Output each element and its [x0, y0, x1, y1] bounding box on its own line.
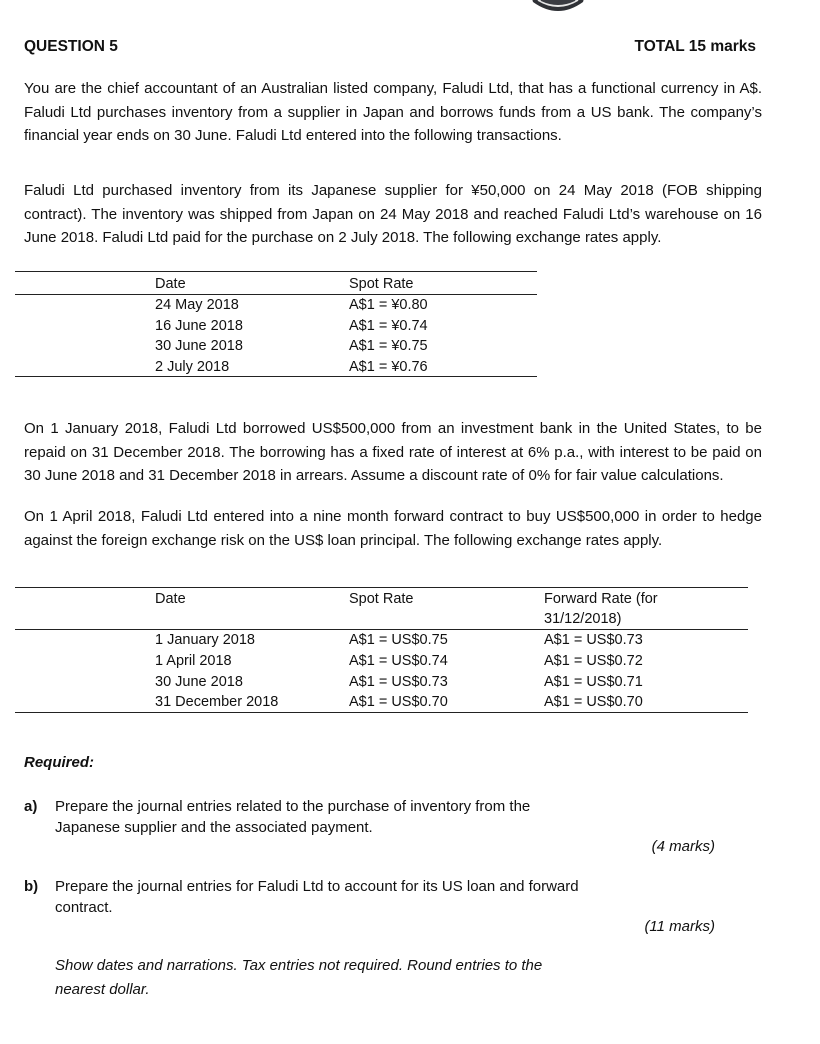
table-cell: 2 July 2018 [155, 358, 230, 375]
table-cell: A$1 = US$0.75 [349, 632, 448, 648]
table-cell: 1 April 2018 [155, 653, 232, 669]
table-cell: A$1 = US$0.70 [544, 694, 643, 710]
table-cell: 16 June 2018 [155, 317, 243, 334]
table-cell: 31 December 2018 [155, 694, 279, 710]
table-cell: A$1 = US$0.73 [544, 632, 643, 648]
task-b-marks: (11 marks) [644, 918, 715, 935]
task-a-label: a) [24, 798, 38, 815]
task-b-label: b) [24, 878, 39, 895]
task-a-marks: (4 marks) [651, 838, 715, 855]
table-cell: 30 June 2018 [155, 673, 243, 690]
instructions-note: Show dates and narrations. Tax entries not required. Round entries to the nearest dollar. [55, 957, 543, 998]
usd-table-header-forward: Forward Rate (for [544, 591, 658, 607]
task-a [24, 796, 594, 838]
question-title: QUESTION 5 [24, 38, 118, 55]
table-cell: A$1 = ¥0.75 [349, 338, 428, 354]
required-heading: Required: [24, 754, 95, 771]
intro-paragraph: You are the chief accountant of an Australian listed company, Faludi Ltd, that has a functional currency in A$. Faludi Ltd purchases inventory from a supplier in Japan and borrows funds from a US bank. The company’s financial year ends on 30 June. Faludi Ltd entered into the following transactions. [24, 80, 762, 144]
yen-table-header-date: Date [155, 276, 186, 292]
yen-table-header-rate: Spot Rate [349, 276, 414, 292]
table-cell: A$1 = US$0.72 [544, 653, 643, 669]
crest-icon [527, 0, 589, 16]
task-a-text: Prepare the journal entries related to the purchase of inventory from the Japanese supplier and the associated payment. [55, 798, 531, 836]
total-marks: TOTAL 15 marks [634, 38, 756, 55]
table-cell: A$1 = ¥0.74 [349, 317, 428, 334]
table-cell: 1 January 2018 [155, 632, 255, 648]
loan-paragraph: On 1 January 2018, Faludi Ltd borrowed US$500,000 from an investment bank in the United States, to be repaid on 31 December 2018. The borrowing has a fixed rate of interest at 6% p.a., with interest to be paid on 30 June 2018 and 31 December 2018 in arrears. Assume a discount rate of 0% for fair value calculations. [24, 420, 762, 484]
table-cell: 30 June 2018 [155, 338, 243, 354]
usd-table-header-forward-date: 31/12/2018) [544, 611, 622, 627]
table-cell: A$1 = US$0.73 [349, 673, 448, 690]
table-cell: 24 May 2018 [155, 297, 239, 313]
usd-table-header-date: Date [155, 591, 186, 607]
purchase-paragraph: Faludi Ltd purchased inventory from its Japanese supplier for ¥50,000 on 24 May 2018 (FOB shipping contract). The inventory was shipped from Japan on 24 May 2018 and reached Faludi Ltd’s warehouse on 16 June 2018. Faludi Ltd paid for the purchase on 2 July 2018. The following exchange rates apply. [24, 182, 762, 246]
table-cell: A$1 = US$0.70 [349, 694, 448, 710]
table-cell: A$1 = ¥0.80 [349, 297, 428, 313]
table-cell: A$1 = US$0.71 [544, 673, 643, 690]
table-cell: A$1 = US$0.74 [349, 653, 448, 669]
task-b-text: Prepare the journal entries for Faludi Ltd to account for its US loan and forward contract. [55, 878, 579, 916]
usd-table-header-spot: Spot Rate [349, 591, 414, 607]
table-cell: A$1 = ¥0.76 [349, 358, 428, 375]
task-b [24, 876, 594, 918]
forward-contract-paragraph: On 1 April 2018, Faludi Ltd entered into a nine month forward contract to buy US$500,000 in order to hedge against the foreign exchange risk on the US$ loan principal. The following exchange rates apply. [24, 508, 762, 549]
